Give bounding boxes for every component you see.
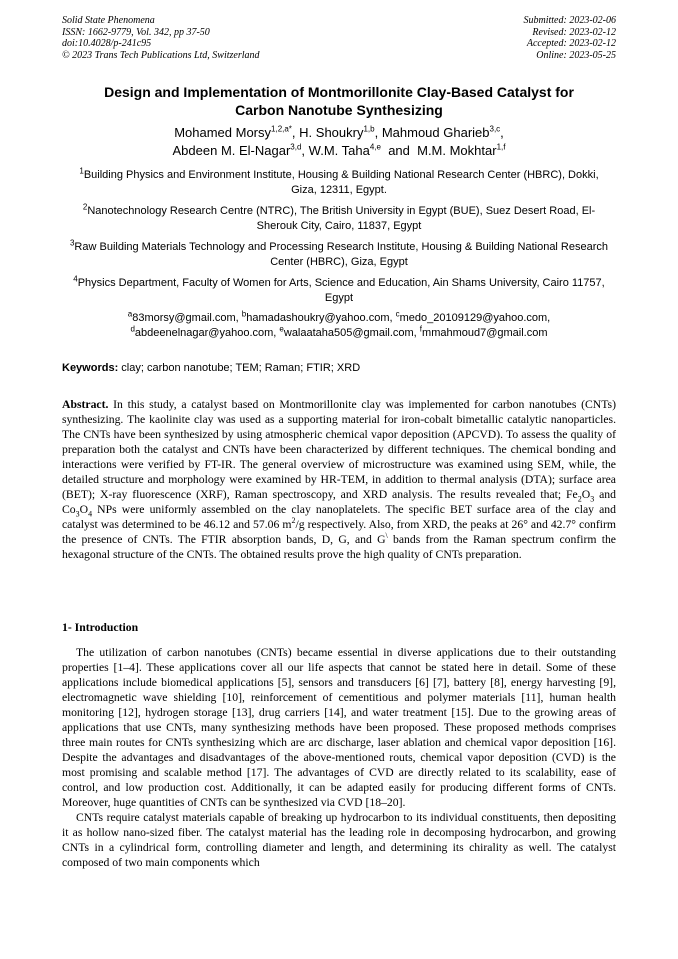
title-line-2: Carbon Nanotube Synthesizing [235,102,443,118]
keywords [62,361,616,375]
email-link[interactable]: hamadashoukry@yahoo.com [246,312,390,324]
author-sup: 3,d [290,142,302,152]
author-name: H. Shoukry [299,125,364,140]
publication-dates [524,15,617,61]
email-line-1: $^a$83morsy@gmail.com, $^b$hamadashoukry@yahoo.com, $^c$medo_20109129@yahoo.com, [127,309,551,324]
affiliation-1: $^1$Building Physics and Environment Institute, Housing & Building National Research Center (HBRC), Dokki, Giza, 12311, Egypt. [79,166,599,196]
author-sup: 3,c [489,124,501,134]
online-date: Online: 2023-05-25 [536,49,616,61]
author-name: Abdeen M. El-Nagar [172,143,291,158]
email-link[interactable]: mmahmoud7@gmail.com [422,327,548,339]
keywords-label: Keywords: [62,362,119,374]
abstract: Abstract. In this study, a catalyst based on Montmorillonite clay was implemented for carbon nanotubes (CNTs) synthesizing. The kaolinite clay was used as a supporting material for iron-cobalt bimetallic catalytic nanoparticles. The CNTs have been synthesized by using atmospheric chemical vapor deposition (APCVD). To assess the quality of preparation both the catalyst and CNTs have been characterized by different techniques. The chemical bonding and interactions were verified by FT-IR. The general overview of microstructure was examined using SEM, while, the detailed structure and morphology were examined by HR-TEM, in addition to thermal analysis (DTA); surface area (BET); X-ray fluorescence (XRF), Raman spectroscopy, and XRD analysis. The results revealed that; $Fe_2O_3$ and $Co_3O_4$ NPs were uniformly assembled on the clay nanoplatelets. The specific BET surface area of the clay and catalyst was determined to be 46.12 and 57.06 $m^2/g$ respectively. Also, from XRD, the peaks at 26° and 42.7° confirm the presence of CNTs. The FTIR absorption bands, D, G, and G\ bands from the Raman spectrum confirm the hexagonal structure of the CNTs. The obtained results prove the high quality of CNTs preparation. [62,398,617,561]
author-name: W.M. Taha [308,143,370,158]
doi: doi:10.4028/p-241c95 [62,38,152,50]
copyright: © 2023 Trans Tech Publications Ltd, Switzerland [62,49,260,61]
submitted-date: Submitted: 2023-02-06 [523,15,616,26]
revised-date: Revised: 2023-02-12 [532,26,616,38]
email-line-2: $^d$abdeenelnagar@yahoo.com, $^e$walaataha505@gmail.com, $^f$mmahmoud7@gmail.com [130,324,548,339]
author-line-2: Abdeen M. El-Nagar$^{3,d}$, W.M. Taha$^{4,e}$ and M.M. Mokhtar$^{1,f}$ [172,142,506,158]
paragraph: CNTs require catalyst materials capable of breaking up hydrocarbon to its individual constituents, then depositing it as hollow nano-sized fiber. The catalyst material has the leading role in decomposing hydrocarbon, and growing CNTs in a cylindrical form, controlling diameter and length, and determining its chirality as well. The catalyst composed of two main components which [62,811,616,869]
journal-name: Solid State Phenomena [62,15,155,26]
accepted-date: Accepted: 2023-02-12 [526,38,616,50]
affiliation-2: $^2$Nanotechnology Research Centre (NTRC), The British University in Egypt (BUE), Suez Desert Road, El-Sherouk City, Cairo, 11837, Egypt [82,202,596,232]
introduction-body [62,645,616,870]
email-link[interactable]: medo_20109129@yahoo.com, [399,312,551,324]
author-name: M.M. Mokhtar [417,143,497,158]
email-list [62,311,616,341]
author-sup: 1,b [363,124,375,134]
affiliation-3: $^3$Raw Building Materials Technology and Processing Research Institute, Housing & Building National Research Center (HBRC), Giza, Egypt [69,238,609,268]
journal-info [62,15,260,61]
email-link[interactable]: abdeenelnagar@yahoo.com [134,327,274,339]
author-sup: 1,f [496,142,506,152]
abstract-label: Abstract. [62,398,109,411]
author-list [62,124,616,160]
author-line-1: Mohamed Morsy$^{1,2,a*}$, H. Shoukry$^{1,b}$, Mahmoud Gharieb$^{3,c}$, [174,124,504,140]
paper-title [62,83,616,119]
email-link[interactable]: 83morsy@gmail.com [132,312,236,324]
email-link[interactable]: walaataha505@gmail.com [283,327,414,339]
affiliation-4: $^4$Physics Department, Faculty of Women for Arts, Science and Education, Ain Shams University, Cairo 11757, Egypt [73,274,605,304]
title-line-1: Design and Implementation of Montmorillonite Clay-Based Catalyst for [104,84,574,100]
author-name: Mahmoud Gharieb [381,125,490,140]
paragraph: The utilization of carbon nanotubes (CNTs) became essential in diverse applications due to their outstanding properties [1–4]. These applications cover all our life aspects that cannot be stated here in detail. Some of these applications include biomedical applications [5], sensors and transducers [6] [7], battery [8], energy harvesting [9], electromagnetic wave shielding [10], reinforcement of cementitious and polymer materials [11], human health monitoring [12], hydrogen storage [13], drug carriers [14], and water treatment [15]. Due to the growing areas of applications that use CNTs, many synthesizing methods have been proposed. These proposed methods comprises three main routes for CNTs synthesizing which are arc discharge, laser ablation and chemical vapor deposition [16]. Despite the advantages and disadvantages of the above-mentioned routs, chemical vapor deposition (CVD) is the most promising and scalable method [17]. The advantages of CVD are directly related to its scalability, ease of control, and low production cost. Additionally, it can be adapted easily for producing different forms of CNTs. Moreover, huge quantities of CNTs can be synthesized via CVD [18–20]. [62,646,616,809]
section-heading: 1- Introduction [62,621,139,634]
author-sup: 4,e [369,142,381,152]
keywords-text: clay; carbon nanotube; TEM; Raman; FTIR; XRD [118,362,361,374]
author-name: Mohamed Morsy [174,125,272,140]
author-sup: 1,2,a* [271,124,292,134]
issn: ISSN: 1662-9779, Vol. 342, pp 37-50 [62,26,210,38]
